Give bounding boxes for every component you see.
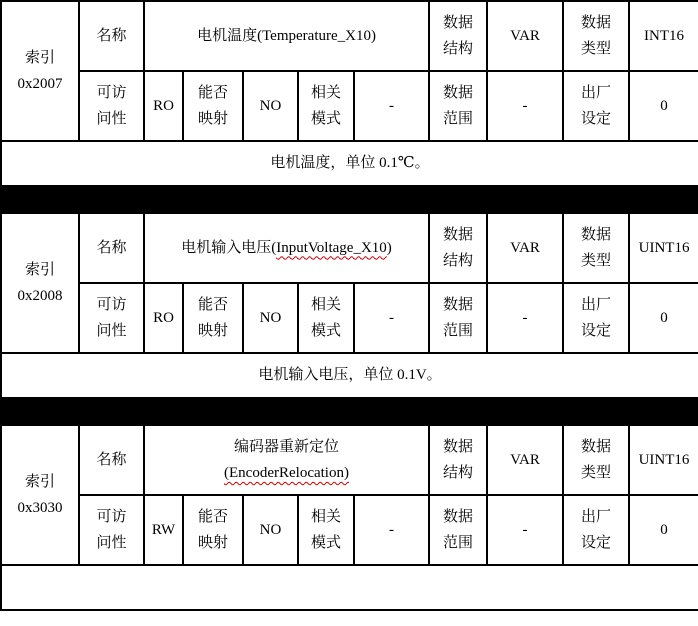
index-cell	[1, 1, 79, 141]
data-range-label: 数据 范围	[429, 495, 487, 565]
name-value-cell	[144, 213, 429, 283]
name-suffix: )	[386, 239, 392, 256]
data-structure-value: VAR	[487, 425, 563, 495]
mappable-label: 能否 映射	[183, 283, 243, 353]
black-separator-bar	[0, 399, 698, 424]
mappable-value: NO	[243, 283, 298, 353]
description-cell	[1, 565, 698, 610]
related-mode-value: -	[354, 71, 429, 141]
data-range-label: 数据 范围	[429, 71, 487, 141]
factory-default-value: 0	[629, 283, 698, 353]
related-mode-value: -	[354, 495, 429, 565]
name-en-misspelled: (EncoderRelocation)	[224, 465, 349, 481]
black-separator-bar	[0, 187, 698, 212]
name-cn: 电机温度(	[197, 27, 263, 44]
name-en-misspelled: InputVoltage_X10	[276, 239, 387, 256]
index-value: 0x3030	[17, 500, 63, 516]
mappable-label: 能否 映射	[183, 71, 243, 141]
name-cn: 电机输入电压(	[181, 239, 277, 256]
data-range-value: -	[487, 283, 563, 353]
factory-default-label: 出厂 设定	[563, 71, 629, 141]
data-type-label: 数据 类型	[563, 425, 629, 495]
index-label: 索引	[24, 50, 55, 66]
accessibility-label: 可访 问性	[79, 283, 144, 353]
data-structure-label: 数据 结构	[429, 425, 487, 495]
name-suffix: )	[370, 27, 376, 44]
name-value-cell	[144, 1, 429, 71]
data-type-label: 数据 类型	[563, 213, 629, 283]
data-type-label: 数据 类型	[563, 1, 629, 71]
accessibility-label: 可访 问性	[79, 495, 144, 565]
data-type-value: UINT16	[629, 425, 698, 495]
related-mode-label: 相关 模式	[298, 283, 354, 353]
name-cn: 编码器重新定位	[233, 439, 339, 455]
data-structure-label: 数据 结构	[429, 213, 487, 283]
index-cell	[1, 425, 79, 565]
name-en: Temperature_X10	[262, 27, 371, 44]
name-label: 名称	[79, 213, 144, 283]
spec-table-0x2007	[0, 0, 698, 187]
factory-default-label: 出厂 设定	[563, 283, 629, 353]
data-range-value: -	[487, 495, 563, 565]
accessibility-label: 可访 问性	[79, 71, 144, 141]
name-label: 名称	[79, 1, 144, 71]
name-value-cell	[144, 425, 429, 495]
description-cell: 电机温度，单位 0.1℃。	[1, 141, 698, 186]
index-value: 0x2008	[17, 288, 63, 304]
related-mode-value: -	[354, 283, 429, 353]
bottom-margin	[0, 611, 698, 615]
accessibility-value: RO	[144, 283, 183, 353]
spec-table-0x3030	[0, 424, 698, 611]
spec-table-0x2008	[0, 212, 698, 399]
index-label: 索引	[24, 474, 55, 490]
data-type-value: INT16	[629, 1, 698, 71]
data-structure-value: VAR	[487, 213, 563, 283]
mappable-value: NO	[243, 495, 298, 565]
related-mode-label: 相关 模式	[298, 495, 354, 565]
mappable-label: 能否 映射	[183, 495, 243, 565]
factory-default-label: 出厂 设定	[563, 495, 629, 565]
index-label: 索引	[24, 262, 55, 278]
data-structure-label: 数据 结构	[429, 1, 487, 71]
data-structure-value: VAR	[487, 1, 563, 71]
index-cell	[1, 213, 79, 353]
name-label: 名称	[79, 425, 144, 495]
accessibility-value: RW	[144, 495, 183, 565]
mappable-value: NO	[243, 71, 298, 141]
description-cell: 电机输入电压，单位 0.1V。	[1, 353, 698, 398]
data-type-value: UINT16	[629, 213, 698, 283]
factory-default-value: 0	[629, 71, 698, 141]
data-range-value: -	[487, 71, 563, 141]
index-value: 0x2007	[17, 76, 63, 92]
related-mode-label: 相关 模式	[298, 71, 354, 141]
accessibility-value: RO	[144, 71, 183, 141]
data-range-label: 数据 范围	[429, 283, 487, 353]
factory-default-value: 0	[629, 495, 698, 565]
